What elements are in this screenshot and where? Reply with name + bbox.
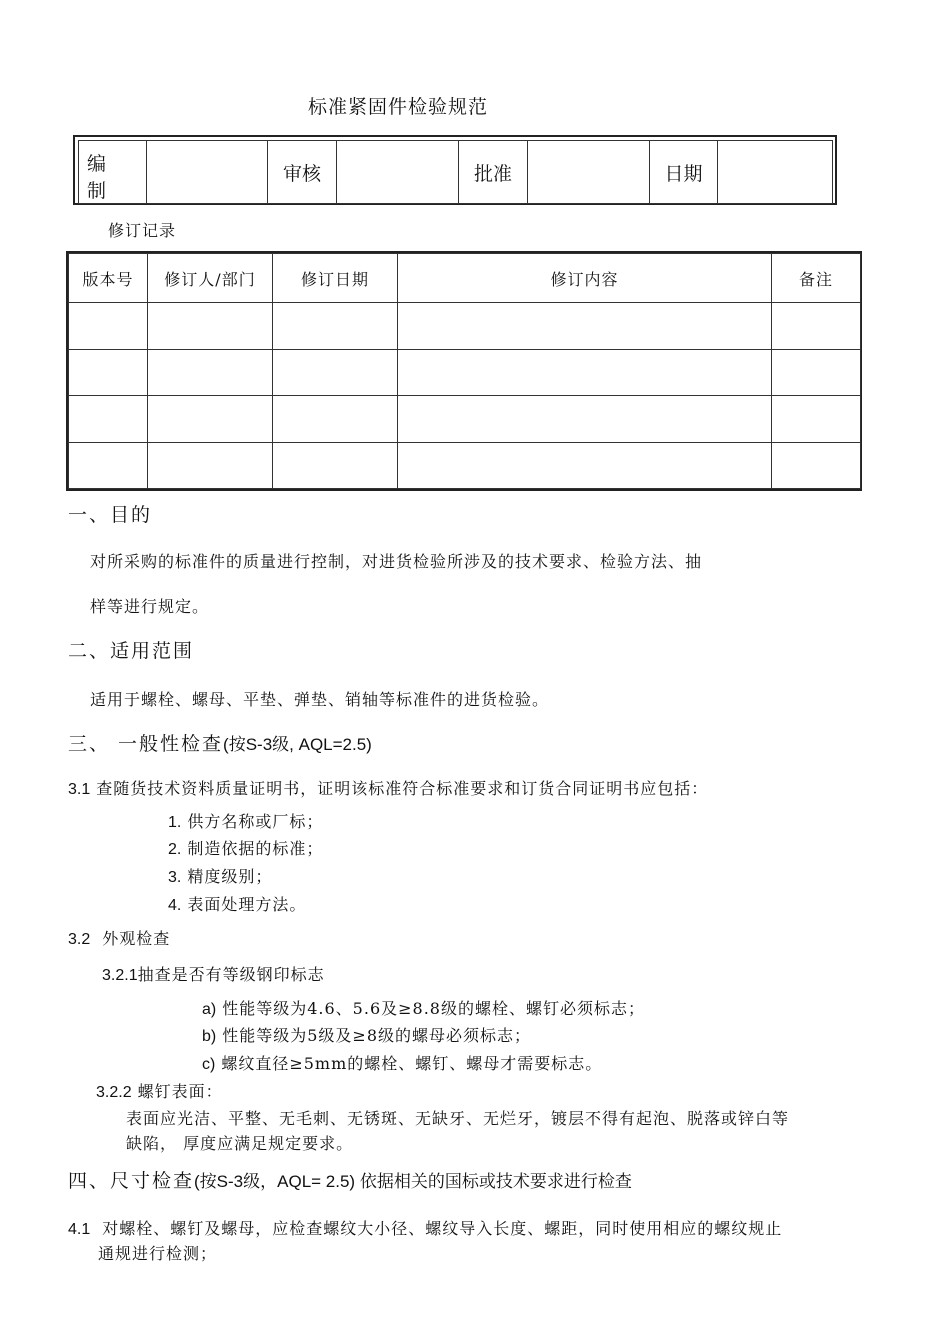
list-item: [168, 836, 323, 859]
clause-3-2: [68, 926, 170, 949]
compile-label: 编 制: [79, 141, 147, 204]
purpose-line-2: 样等进行规定。: [90, 597, 210, 616]
purpose-line-1: 对所采购的标准件的质量进行控制，对进货检验所涉及的技术要求、检验方法、抽: [90, 552, 703, 571]
list-item-number: 4.: [168, 897, 182, 914]
list-item-text: 表面处理方法。: [187, 895, 307, 914]
col-version: 版本号: [69, 254, 148, 303]
surface-requirement-line-2: 缺陷， 厚度应满足规定要求。: [126, 1134, 354, 1153]
review-value-cell[interactable]: [337, 141, 459, 204]
col-date: 修订日期: [273, 254, 398, 303]
clause-number: 3.1: [68, 781, 91, 798]
section-heading-dimension-inspection: [68, 1166, 632, 1193]
list-item: [168, 892, 306, 915]
section3-heading-text: 三、 一般性检查: [68, 733, 224, 755]
approval-table: [73, 135, 837, 205]
list-item-text: 性能等级为5级及≥8级的螺母必须标志；: [222, 1026, 532, 1045]
list-item: [202, 1051, 602, 1074]
list-item-number: b): [202, 1028, 217, 1045]
table-cell[interactable]: [69, 396, 148, 443]
clause-4-1: [68, 1216, 782, 1239]
table-cell[interactable]: [69, 303, 148, 350]
section4-heading-text: 四、尺寸检查: [68, 1170, 195, 1192]
list-item-number: a): [202, 1001, 217, 1018]
table-cell[interactable]: [772, 349, 861, 396]
revision-record-label: 修订记录: [108, 221, 177, 240]
clause-3-2-1: [102, 962, 325, 985]
scope-text: 适用于螺栓、螺母、平垫、弹垫、销轴等标准件的进货检验。: [90, 690, 550, 709]
table-cell[interactable]: [273, 442, 398, 489]
table-row: [69, 442, 861, 489]
table-cell[interactable]: [148, 349, 273, 396]
clause-text: 螺钉表面：: [137, 1082, 223, 1101]
col-remark: 备注: [772, 254, 861, 303]
table-cell[interactable]: [398, 396, 772, 443]
col-content: 修订内容: [398, 254, 772, 303]
col-reviser: 修订人/部门: [148, 254, 273, 303]
section-heading-general-inspection: [68, 729, 372, 756]
list-item-number: 2.: [168, 841, 182, 858]
table-cell[interactable]: [273, 396, 398, 443]
clause-number: 3.2: [68, 931, 91, 948]
list-item: [168, 809, 323, 832]
table-cell[interactable]: [398, 349, 772, 396]
table-cell[interactable]: [148, 303, 273, 350]
clause-number: 3.2.2: [96, 1084, 132, 1101]
surface-requirement-line-1: 表面应光洁、平整、无毛刺、无锈斑、无缺牙、无烂牙，镀层不得有起泡、脱落或锌白等: [126, 1109, 790, 1128]
table-cell[interactable]: [398, 442, 772, 489]
approve-value-cell[interactable]: [528, 141, 650, 204]
clause-number: 3.2.1: [102, 967, 138, 984]
date-label: 日期: [650, 141, 718, 204]
table-cell[interactable]: [772, 442, 861, 489]
table-row: [69, 349, 861, 396]
section-heading-purpose: 一、目的: [68, 504, 153, 526]
clause-text: 抽查是否有等级钢印标志: [137, 965, 325, 984]
table-row: [69, 303, 861, 350]
compile-value-cell[interactable]: [147, 141, 268, 204]
table-cell[interactable]: [69, 442, 148, 489]
section4-heading-tail: (按S-3级，AQL= 2.5) 依据相关的国标或技术要求进行检查: [194, 1172, 632, 1191]
clause-text: 对螺栓、螺钉及螺母，应检查螺纹大小径、螺纹导入长度、螺距，同时使用相应的螺纹规止: [102, 1219, 783, 1238]
revision-header-row: [69, 254, 861, 303]
revision-table: [66, 251, 862, 491]
table-cell[interactable]: [273, 303, 398, 350]
section-heading-scope: 二、适用范围: [68, 640, 195, 662]
list-item-number: 1.: [168, 814, 182, 831]
clause-number: 4.1: [68, 1221, 91, 1238]
page-title: 标准紧固件检验规范: [308, 96, 489, 118]
list-item-text: 螺纹直径≥5mm的螺栓、螺钉、螺母才需要标志。: [221, 1054, 603, 1073]
table-cell[interactable]: [772, 396, 861, 443]
clause-4-1-line-2: 通规进行检测；: [98, 1244, 218, 1263]
list-item-number: 3.: [168, 869, 182, 886]
date-value-cell[interactable]: [718, 141, 833, 204]
clause-3-1: [68, 776, 708, 799]
list-item: [202, 996, 645, 1019]
review-label: 审核: [268, 141, 337, 204]
section3-heading-tail: (按S-3级, AQL=2.5): [223, 735, 372, 754]
clause-text: 外观检查: [102, 929, 171, 948]
clause-text: 查随货技术资料质量证明书，证明该标准符合标准要求和订货合同证明书应包括：: [96, 779, 709, 798]
table-cell[interactable]: [398, 303, 772, 350]
table-cell[interactable]: [69, 349, 148, 396]
table-row: [69, 396, 861, 443]
table-cell[interactable]: [148, 442, 273, 489]
list-item: [168, 864, 272, 887]
list-item-text: 性能等级为4.6、5.6及≥8.8级的螺栓、螺钉必须标志；: [222, 999, 645, 1018]
approve-label: 批准: [459, 141, 528, 204]
table-cell[interactable]: [148, 396, 273, 443]
list-item-text: 精度级别；: [187, 867, 273, 886]
list-item: [202, 1023, 531, 1046]
list-item-number: c): [202, 1056, 216, 1073]
list-item-text: 供方名称或厂标；: [187, 812, 324, 831]
table-cell[interactable]: [273, 349, 398, 396]
table-cell[interactable]: [772, 303, 861, 350]
clause-3-2-2: [96, 1079, 223, 1102]
list-item-text: 制造依据的标准；: [187, 839, 324, 858]
